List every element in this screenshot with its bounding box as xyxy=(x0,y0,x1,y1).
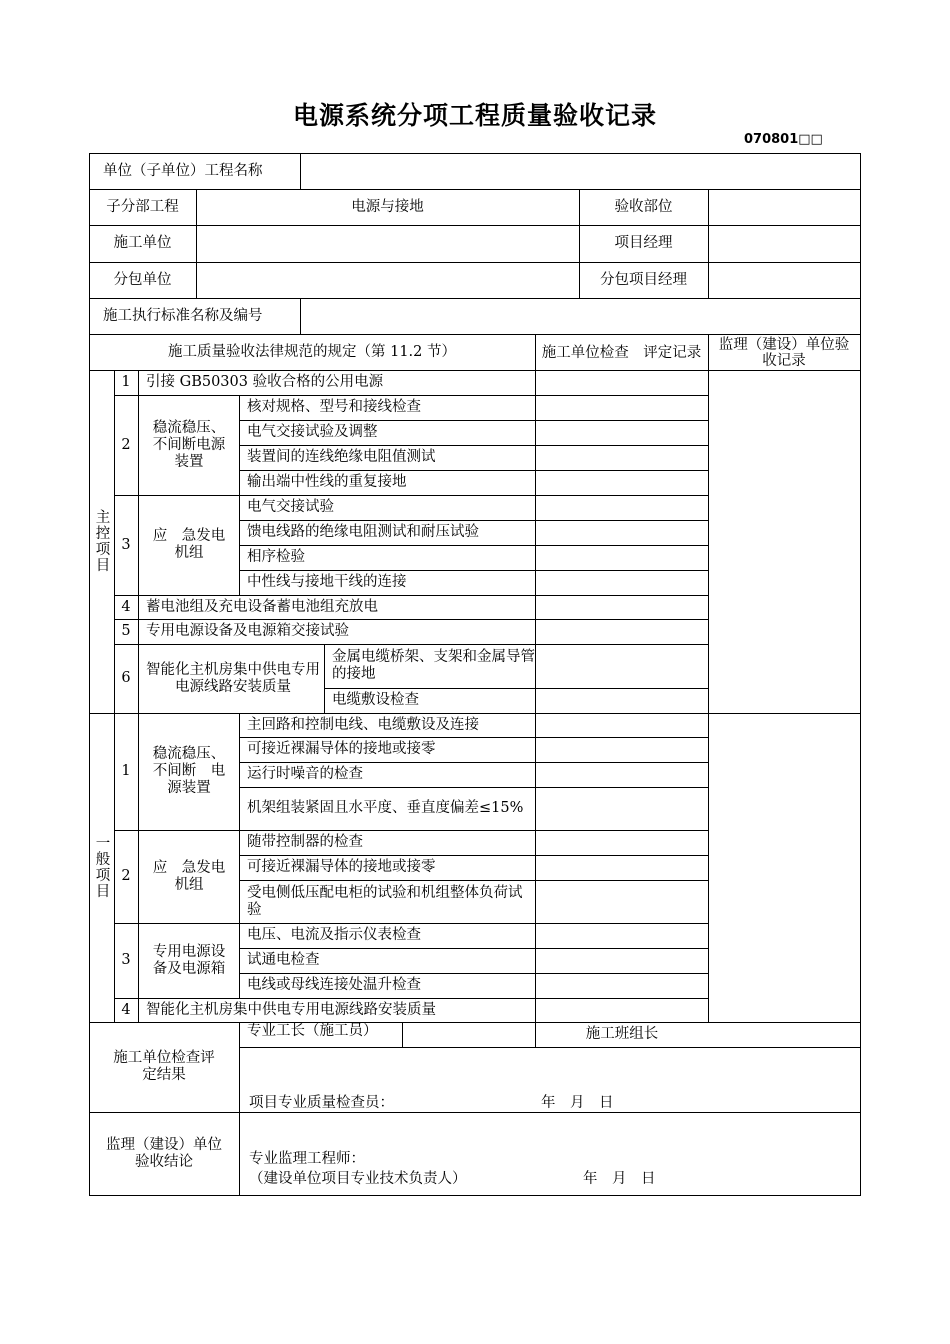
unit-project-field[interactable] xyxy=(301,154,859,189)
form-code: 070801□□ xyxy=(744,132,823,147)
general-item-2-sub: 随带控制器的检查 xyxy=(247,834,363,850)
date-label: 年 月 日 xyxy=(583,1171,656,1187)
construction-unit-label: 施工单位 xyxy=(113,235,172,251)
team-leader-label: 施工班组长 xyxy=(585,1026,659,1042)
date-label: 年 月 日 xyxy=(541,1095,614,1111)
general-item-3-sub: 电压、电流及指示仪表检查 xyxy=(247,927,421,943)
general-item-1-sub: 运行时噪音的检查 xyxy=(247,766,363,782)
standard-label: 施工执行标准名称及编号 xyxy=(103,308,263,324)
team-leader-field[interactable] xyxy=(709,1023,860,1047)
supervision-conclusion-field[interactable] xyxy=(240,1113,860,1149)
general-item-number: 1 xyxy=(121,763,131,779)
main-item-3-sub: 电气交接试验 xyxy=(247,499,334,515)
main-item-3-name: 应 急发电机组 xyxy=(152,528,226,561)
owner-rep-label: （建设单位项目专业技术负责人） xyxy=(249,1171,467,1187)
general-item-number: 4 xyxy=(121,1001,131,1018)
general-item-3-sub: 电线或母线连接处温升检查 xyxy=(247,977,421,993)
main-item-number: 4 xyxy=(121,598,131,615)
subcontract-manager-label: 分包项目经理 xyxy=(600,272,687,288)
construction-check-column[interactable] xyxy=(536,371,708,1022)
main-item-number: 6 xyxy=(121,670,131,686)
main-control-label: 主控项目 xyxy=(95,509,111,574)
main-item-number: 2 xyxy=(121,436,131,453)
main-item-number: 3 xyxy=(121,536,131,553)
main-item-6-sub: 电缆敷设检查 xyxy=(332,692,419,708)
subcontract-manager-field[interactable] xyxy=(709,263,859,298)
standard-field[interactable] xyxy=(301,299,859,334)
subcontract-unit-field[interactable] xyxy=(197,263,578,298)
main-item-number: 1 xyxy=(121,374,131,390)
supervision-record-column[interactable] xyxy=(709,371,860,1022)
project-manager-label: 项目经理 xyxy=(614,235,673,251)
general-item-1-sub: 可接近裸漏导体的接地或接零 xyxy=(247,741,436,757)
page-title: 电源系统分项工程质量验收记录 xyxy=(292,101,657,130)
unit-project-label: 单位（子单位）工程名称 xyxy=(103,163,263,179)
general-item-3-name: 专用电源设备及电源箱 xyxy=(152,943,226,977)
supervision-conclusion-label: 监理（建设）单位 验收结论 xyxy=(106,1136,222,1170)
column-header-construction-check: 施工单位检查 评定记录 xyxy=(541,344,702,361)
general-item-2-sub: 可接近裸漏导体的接地或接零 xyxy=(247,859,436,875)
column-header-spec: 施工质量验收法律规范的规定（第 11.2 节） xyxy=(167,344,456,360)
sub-division-label: 子分部工程 xyxy=(106,199,179,215)
main-item-4: 蓄电池组及充电设备蓄电池组充放电 xyxy=(146,598,378,615)
main-item-6-name: 智能化主机房集中供电专用电源线路安装质量 xyxy=(146,661,320,695)
main-item-5: 专用电源设备及电源箱交接试验 xyxy=(146,623,349,639)
main-item-3-sub: 相序检验 xyxy=(247,549,305,565)
acceptance-part-label: 验收部位 xyxy=(614,199,673,215)
general-item-1-sub: 机架组装紧固且水平度、垂直度偏差≤15% xyxy=(247,800,524,816)
foreman-label: 专业工长（施工员） xyxy=(247,1023,378,1039)
subcontract-unit-label: 分包单位 xyxy=(113,272,172,288)
general-item-1-name: 稳流稳压、不间断 电源装置 xyxy=(152,746,226,796)
general-item-2-name: 应 急发电机组 xyxy=(152,859,226,893)
foreman-field[interactable] xyxy=(403,1023,535,1047)
main-item-2-sub: 输出端中性线的重复接地 xyxy=(247,474,407,490)
main-item-2-name: 稳流稳压、不间断电源装置 xyxy=(152,419,226,470)
main-item-2-sub: 核对规格、型号和接线检查 xyxy=(247,399,421,415)
main-item-6-sub: 金属电缆桥架、支架和金属导管的接地 xyxy=(332,649,535,682)
main-item-1: 引接 GB50303 验收合格的公用电源 xyxy=(146,374,384,390)
construction-result-label: 施工单位检查评定结果 xyxy=(113,1050,215,1083)
construction-unit-field[interactable] xyxy=(197,226,578,261)
main-item-2-sub: 电气交接试验及调整 xyxy=(247,424,378,440)
general-item-1-sub: 主回路和控制电线、电缆敷设及连接 xyxy=(247,716,479,733)
main-item-2-sub: 装置间的连线绝缘电阻值测试 xyxy=(247,449,436,465)
project-manager-field[interactable] xyxy=(709,226,859,261)
main-item-number: 5 xyxy=(121,623,131,639)
main-item-3-sub: 馈电线路的绝缘电阻测试和耐压试验 xyxy=(247,524,479,540)
general-item-2-sub: 受电侧低压配电柜的试验和机组整体负荷试验 xyxy=(247,884,523,918)
general-item-number: 2 xyxy=(121,868,131,884)
supervisor-label: 专业监理工程师： xyxy=(249,1151,365,1167)
inspector-label: 项目专业质量检查员： xyxy=(249,1095,394,1111)
acceptance-part-field[interactable] xyxy=(709,190,859,225)
sub-division-value[interactable]: 电源与接地 xyxy=(351,199,424,215)
general-item-number: 3 xyxy=(121,952,131,968)
general-item-3-sub: 试通电检查 xyxy=(247,952,320,968)
construction-result-field[interactable] xyxy=(240,1048,860,1092)
main-item-3-sub: 中性线与接地干线的连接 xyxy=(247,574,407,590)
column-header-supervision: 监理（建设）单位验收记录 xyxy=(718,336,850,369)
general-item-4: 智能化主机房集中供电专用电源线路安装质量 xyxy=(146,1001,436,1018)
general-items-label: 一般项目 xyxy=(95,835,111,900)
